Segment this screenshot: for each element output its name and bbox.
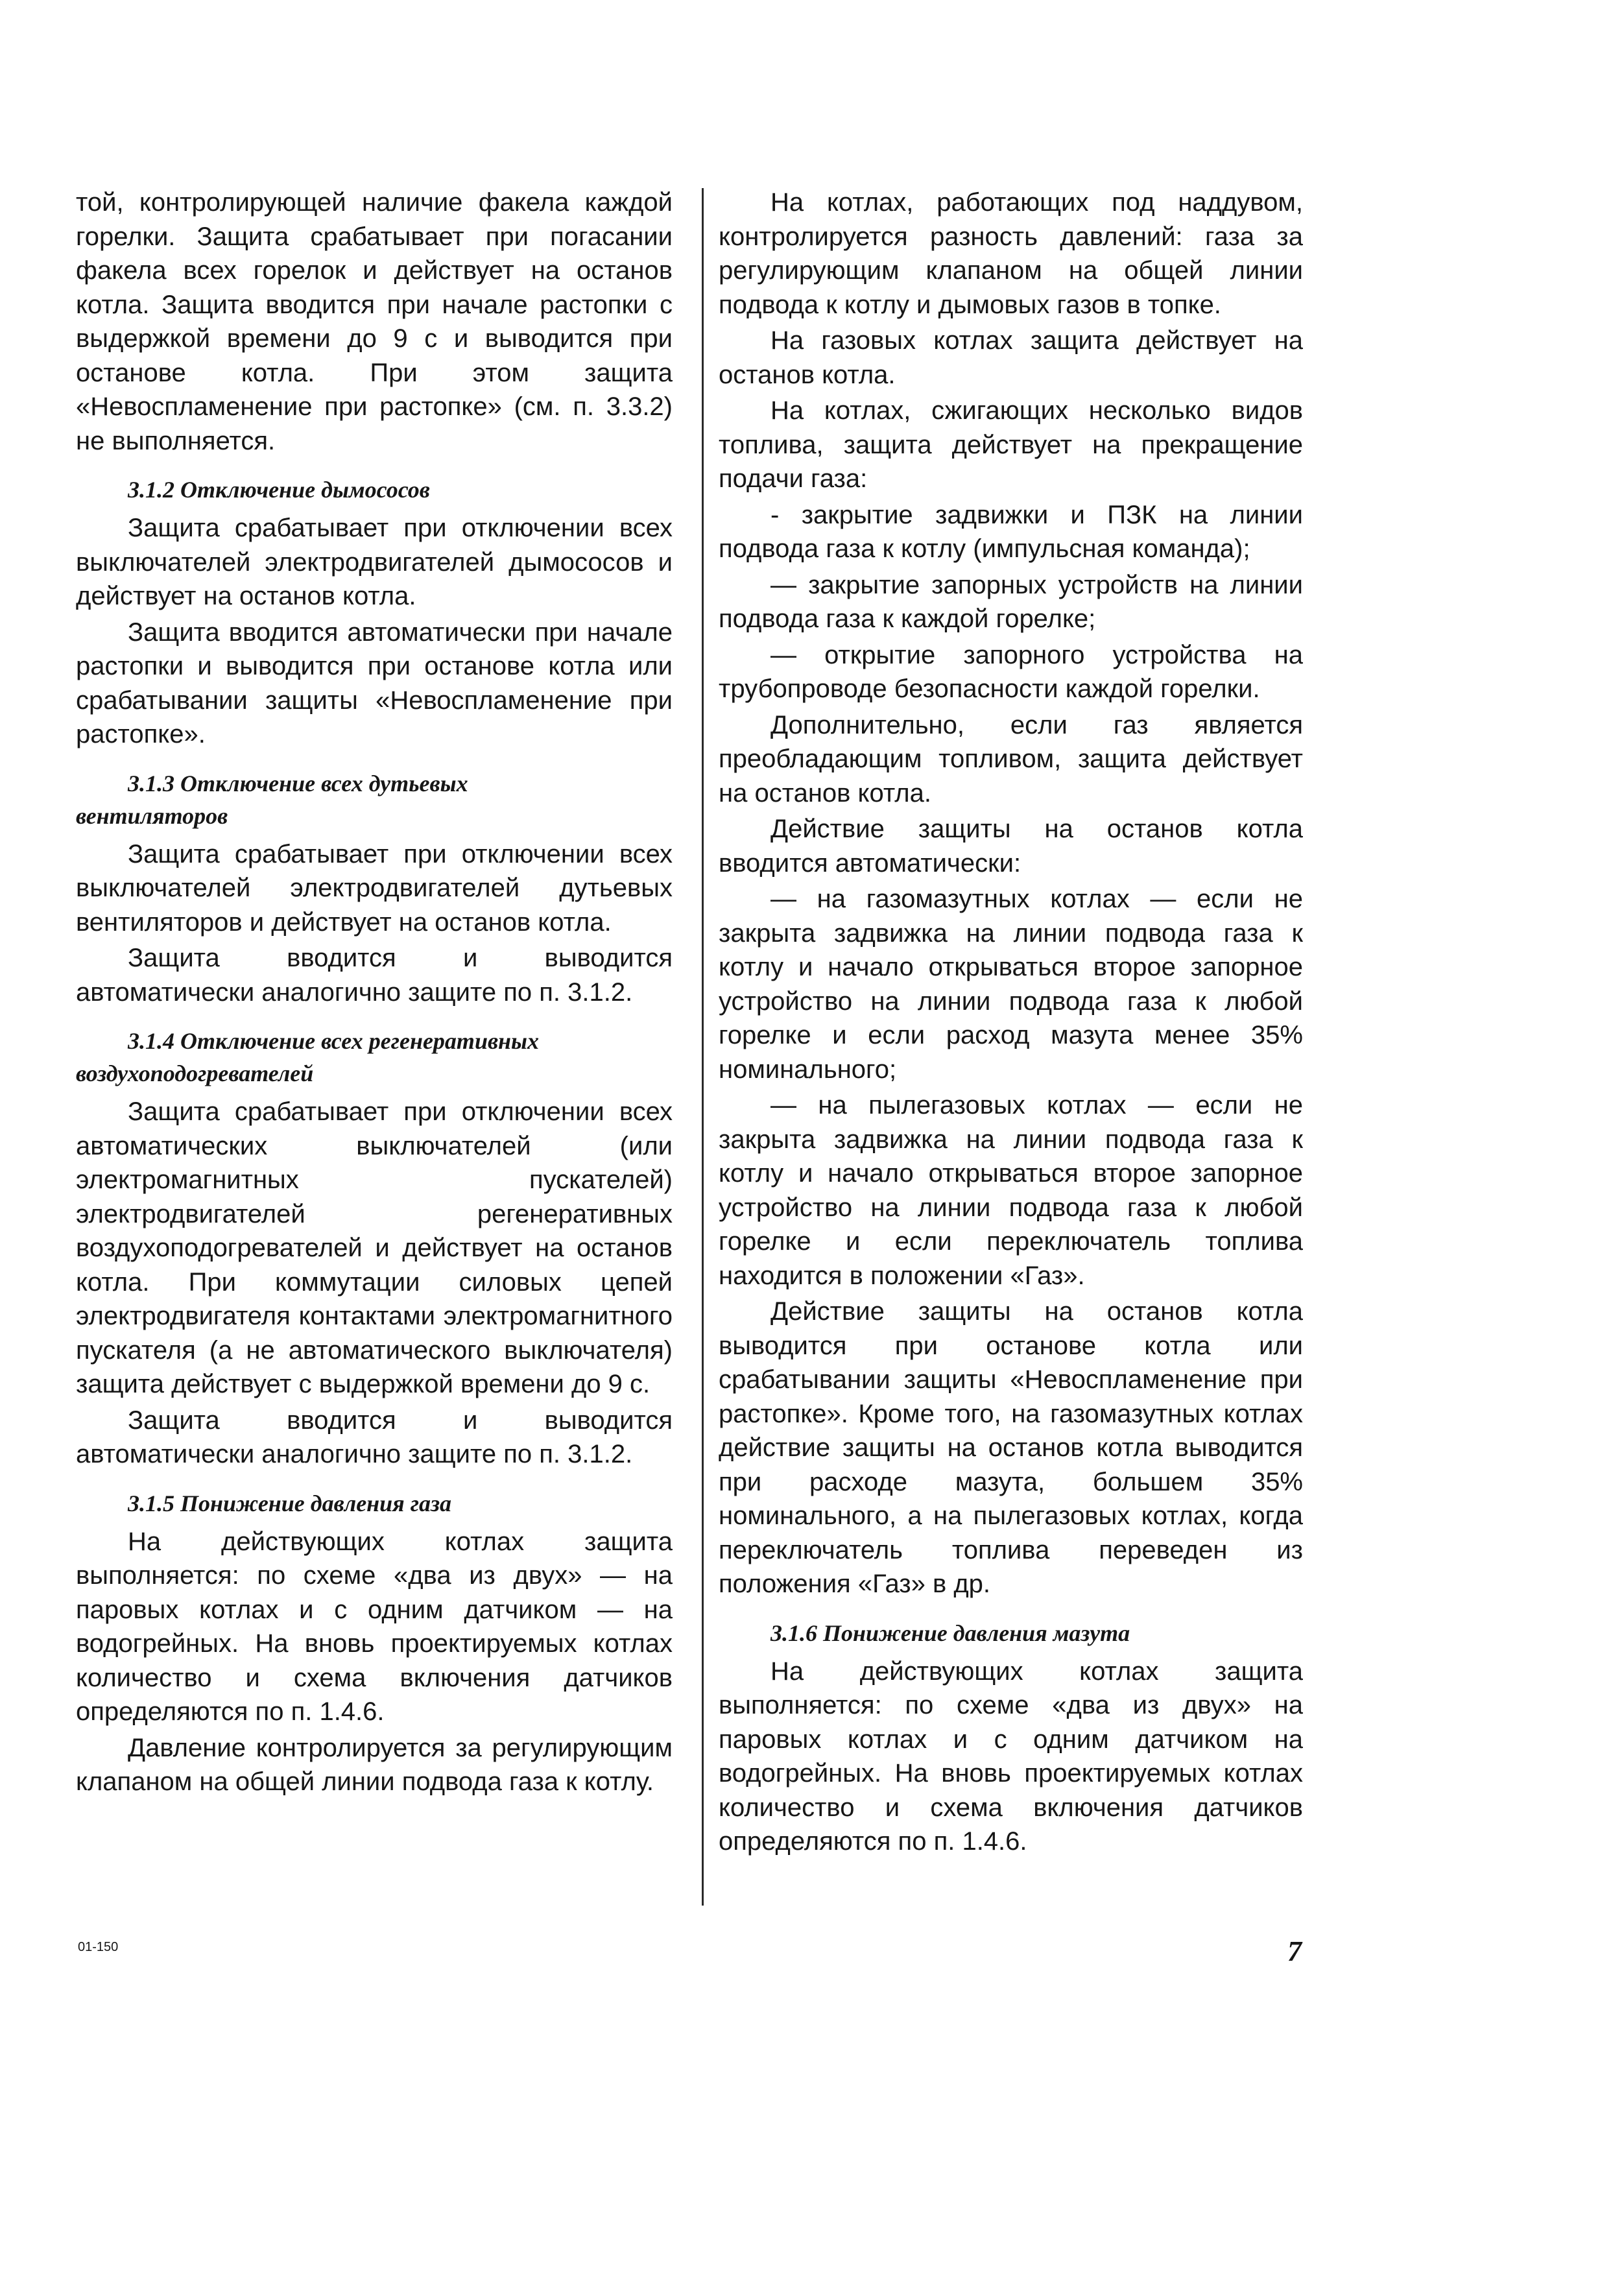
paragraph: На действующих котлах защита выполняется: по схеме «два из двух» — на паровых котлах и с одним датчиком — на водогрейных. На вновь проектируемых котлах количество и схема включения датчиков определяются по п. 1.4.6.: [76, 1527, 673, 1726]
paragraph: На газовых котлах защита действует на останов котла.: [719, 326, 1303, 389]
heading-line: вентиляторов: [76, 802, 228, 829]
list-item: — на пылегазовых котлах — если не закрыта задвижка на линии подвода газа к котлу и начало открываться второе запорное устройство на линии подвода газа к любой горелке и если переключатель топлива находится в положении «Газ».: [719, 1091, 1303, 1290]
paragraph: Защита вводится автоматически при начале растопки и выводится при останове котла или срабатывании защиты «Невоспламенение при растопке».: [76, 617, 673, 748]
left-column: [76, 185, 673, 1801]
paragraph: На действующих котлах защита выполняется: по схеме «два из двух» на паровых котлах и с одним датчиком на водогрейных. На вновь проектируемых котлах количество и схема включения датчиков определяются по п. 1.4.6.: [719, 1657, 1303, 1856]
document-code: 01-150: [78, 1940, 119, 1954]
paragraph: Давление контролируется за регулирующим клапаном на общей линии подвода газа к котлу.: [76, 1733, 673, 1796]
list-item: — на газомазутных котлах — если не закрыта задвижка на линии подвода газа к котлу и начало открываться второе запорное устройство на линии подвода газа к любой горелке и если расход мазута менее 35% номинального;: [719, 885, 1303, 1084]
paragraph: Защита вводится и выводится автоматически аналогично защите по п. 3.1.2.: [76, 1406, 673, 1468]
page-number: 7: [1287, 1935, 1302, 1967]
section-heading-3-1-6: 3.1.6 Понижение давления мазута: [770, 1620, 1130, 1646]
paragraph: На котлах, сжигающих несколько видов топлива, защита действует на прекращение подачи газа:: [719, 396, 1303, 493]
list-item: - закрытие задвижки и ПЗК на линии подвода газа к котлу (импульсная команда);: [719, 500, 1303, 563]
paragraph: Защита срабатывает при отключении всех выключателей электродвигателей дутьевых вентиляторов и действует на останов котла.: [76, 839, 673, 937]
column-divider: [702, 188, 704, 1906]
paragraph: Действие защиты на останов котла выводится при останове котла или срабатывании защиты «Невоспламенение при растопке». Кроме того, на газомазутных котлах действие защиты на останов котла выводится при расходе мазута, большем 35% номинального, а на пылегазовых котлах, когда переключатель топлива переведен из положения «Газ» в др.: [719, 1297, 1303, 1598]
section-heading-3-1-4: [76, 1025, 673, 1090]
paragraph: Дополнительно, если газ является преобладающим топливом, защита действует на останов котла.: [719, 710, 1303, 808]
heading-line: 3.1.3 Отключение всех дутьевых: [128, 770, 468, 796]
paragraph: Защита срабатывает при отключении всех автоматических выключателей (или электромагнитных пускателей) электродвигателей регенеративных воздухоподогревателей и действует на останов котла. При коммутации силовых цепей электродвигателя контактами электромагнитного пускателя (а не автоматического выключателя) защита действует с выдержкой времени до 9 с.: [76, 1097, 673, 1398]
paragraph: Защита срабатывает при отключении всех выключателей электродвигателей дымососов и действует на останов котла.: [76, 514, 673, 610]
paragraph: той, контролирующей наличие факела каждой горелки. Защита срабатывает при погасании факела всех горелок и действует на останов котла. Защита вводится при начале растопки с выдержкой времени до 9 с и выводится при останове котла. При этом защита «Невоспламенение при растопке» (см. п. 3.3.2) не выполняется.: [76, 188, 673, 455]
paragraph: На котлах, работающих под наддувом, контролируется разность давлений: газа за регулирующим клапаном на общей линии подвода к котлу и дымовых газов в топке.: [719, 188, 1303, 319]
paragraph: Действие защиты на останов котла вводится автоматически:: [719, 815, 1303, 878]
list-item: — закрытие запорных устройств на линии подвода газа к каждой горелке;: [719, 570, 1303, 633]
section-heading-3-1-5: 3.1.5 Понижение давления газа: [128, 1490, 452, 1516]
right-column: [719, 185, 1303, 1861]
paragraph: Защита вводится и выводится автоматически аналогично защите по п. 3.1.2.: [76, 944, 673, 1007]
heading-line: 3.1.4 Отключение всех регенеративных: [128, 1028, 540, 1054]
list-item: — открытие запорного устройства на трубопроводе безопасности каждой горелки.: [719, 640, 1303, 703]
section-heading-3-1-3: [76, 767, 673, 832]
section-heading-3-1-2: 3.1.2 Отключение дымососов: [128, 477, 430, 503]
heading-line: воздухоподогревателей: [76, 1060, 314, 1086]
